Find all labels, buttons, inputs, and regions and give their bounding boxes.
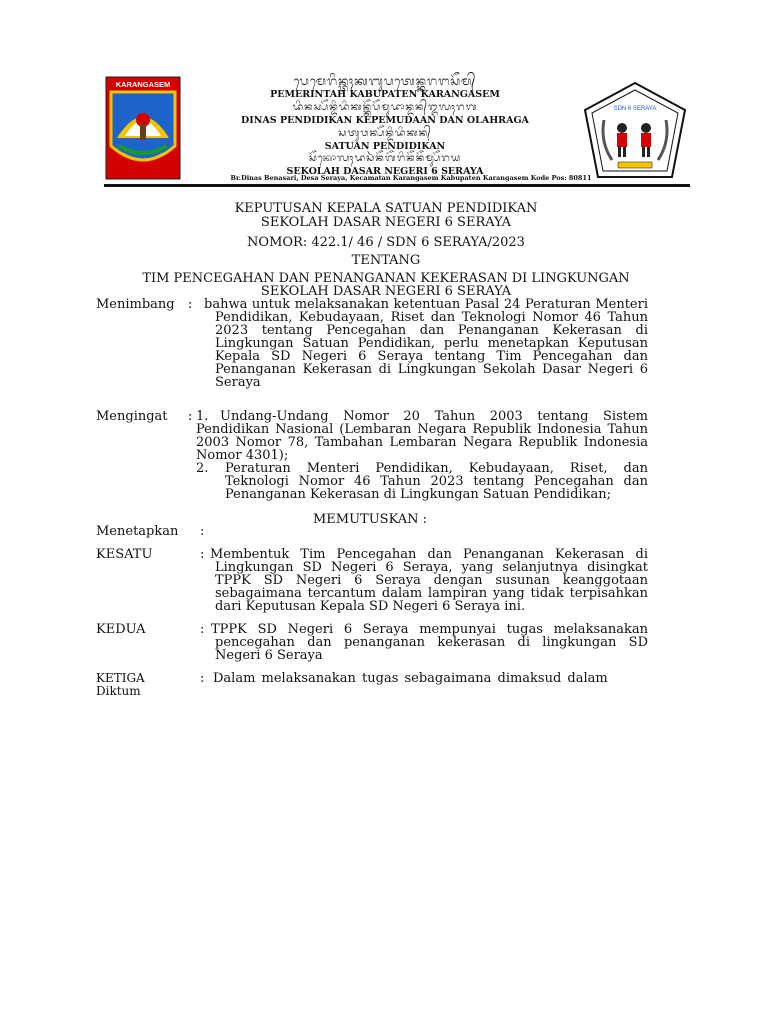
menimbang-paragraph: bahwa untuk melaksanakan ketentuan Pasal 24 Peraturan Menteri Pendidikan, Kebudayaan, Riset dan Teknologi Nomor 46 Tahun 2023 tentang Pencegahan dan Penanganan Kekerasan di Lingkungan Satuan Pendidikan, perlu menetapkan Keputusan Kepala SD Negeri 6 Seraya tentang Tim Pencegahan dan Penanganan Kekerasan di Lingkungan Sekolah Dasar Negeri 6 Seraya — [204, 297, 648, 390]
mengingat-colon: : — [188, 409, 193, 424]
decree-number: NOMOR: 422.1/ 46 / SDN 6 SERAYA/2023 — [247, 235, 525, 250]
ketiga-text: Dalam melaksanakan tugas sebagaimana dimaksud dalam — [213, 671, 608, 686]
kedua-colon: : — [200, 622, 205, 637]
school-emblem-label: SDN 6 SERAYA — [613, 106, 657, 112]
kedua-text: TPPK SD Negeri 6 Seraya mempunyai tugas melaksanakan pencegahan dan penanganan kekerasan di lingkungan SD Negeri 6 Seraya — [211, 622, 648, 663]
karangasem-emblem-icon — [105, 76, 181, 180]
menimbang-colon: : — [188, 297, 193, 312]
school-address: Br.Dinas Benasari, Desa Seraya, Kecamatan Karangasem Kabupaten Karangasem Kode Pos: 80811 — [230, 174, 592, 182]
decree-subject-line-2: SEKOLAH DASAR NEGERI 6 SERAYA — [260, 284, 512, 299]
mengingat-item-1-text: Undang-Undang Nomor 20 Tahun 2003 tentang Sistem Pendidikan Nasional (Lembaran Negara Republik Indonesia Tahun 2003 Nomor 78, Tambahan Lembaran Negara Republik Indonesia Nomor 4301); — [196, 409, 648, 463]
menetapkan-colon: : — [200, 524, 205, 539]
balinese-script-line-3: ᬲᬢᬸᬯᬦ᭄ᬧᭂᬦ᭄ᬤᬶᬤᬶᬓᬦ᭄ — [338, 128, 432, 139]
government-name: PEMERINTAH KABUPATEN KARANGASEM — [270, 89, 500, 100]
letterhead-divider — [104, 184, 690, 187]
kesatu-colon: : — [200, 547, 205, 562]
diktum-label: Diktum — [96, 684, 141, 698]
mengingat-item-2-text: Peraturan Menteri Pendidikan, Kebudayaan, Riset, dan Teknologi Nomor 46 Tahun 2023 tentang Pencegahan dan Penanganan Kekerasan di Lingkungan Satuan Pendidikan; — [225, 461, 648, 502]
balinese-script-line-4: ᬲᭂᬓᭀᬮᬄᬤᬲᬃᬦᭂᬕᭂᬭᬶᬦᭂᬦᭂᬫ᭄ᬲᭂᬭᬬ — [308, 153, 462, 164]
mengingat-label: Mengingat — [96, 409, 168, 424]
mengingat-item-1-number: 1. — [196, 409, 209, 424]
tentang-heading: TENTANG — [351, 253, 421, 268]
kesatu-text: Membentuk Tim Pencegahan dan Penanganan Kekerasan di Lingkungan SD Negeri 6 Seraya, yang selanjutnya disingkat TPPK SD Negeri 6 Seraya dengan susunan keanggotaan sebagaimana tercantum dalam lampiran yang tidak terpisahkan dari Keputusan Kepala SD Negeri 6 Seraya ini. — [210, 547, 648, 614]
menimbang-label: Menimbang — [96, 297, 175, 312]
emblem-label: KARANGASEM — [115, 80, 171, 89]
memutuskan-heading: MEMUTUSKAN : — [312, 512, 428, 527]
balinese-script-line-1: ᬧᬾᬫᬾᬭᬶᬦ᭄ᬢᬄᬓᬩᬸᬧᬢᬾᬦ᭄ᬓᬭᬗᬲᭂᬫ᭄ — [293, 74, 477, 88]
mengingat-item-2-number: 2. — [196, 461, 209, 476]
decree-subject-line-1: TIM PENCEGAHAN DAN PENANGANAN KEKERASAN DI LINGKUNGAN — [142, 271, 630, 286]
decree-title-line-1: KEPUTUSAN KEPALA SATUAN PENDIDIKAN — [234, 201, 538, 216]
school-emblem-icon — [582, 80, 688, 180]
unit-name: SATUAN PENDIDIKAN — [324, 141, 446, 152]
ketiga-colon: : — [200, 671, 205, 686]
department-name: DINAS PENDIDIKAN KEPEMUDAAN DAN OLAHRAGA — [241, 115, 529, 126]
menimbang-text — [204, 298, 648, 389]
decree-title-line-2: SEKOLAH DASAR NEGERI 6 SERAYA — [260, 215, 512, 230]
balinese-script-line-2: ᬤᬶᬦᬲ᭄ᬧᭂᬦ᭄ᬤᬶᬤᬶᬓᬦ᭄ᬓᭂᬧᭂᬫᬸᬤᬵᬦ᭄ᬤᬦ᭄ᬑᬮᬄᬭᬕ — [292, 102, 478, 113]
ketiga-label: KETIGA — [96, 671, 145, 685]
school-name: SEKOLAH DASAR NEGERI 6 SERAYA — [286, 166, 484, 177]
letterhead — [104, 72, 690, 190]
kesatu-label: KESATU — [96, 547, 153, 562]
kedua-label: KEDUA — [96, 622, 146, 637]
menetapkan-label: Menetapkan — [96, 524, 179, 539]
